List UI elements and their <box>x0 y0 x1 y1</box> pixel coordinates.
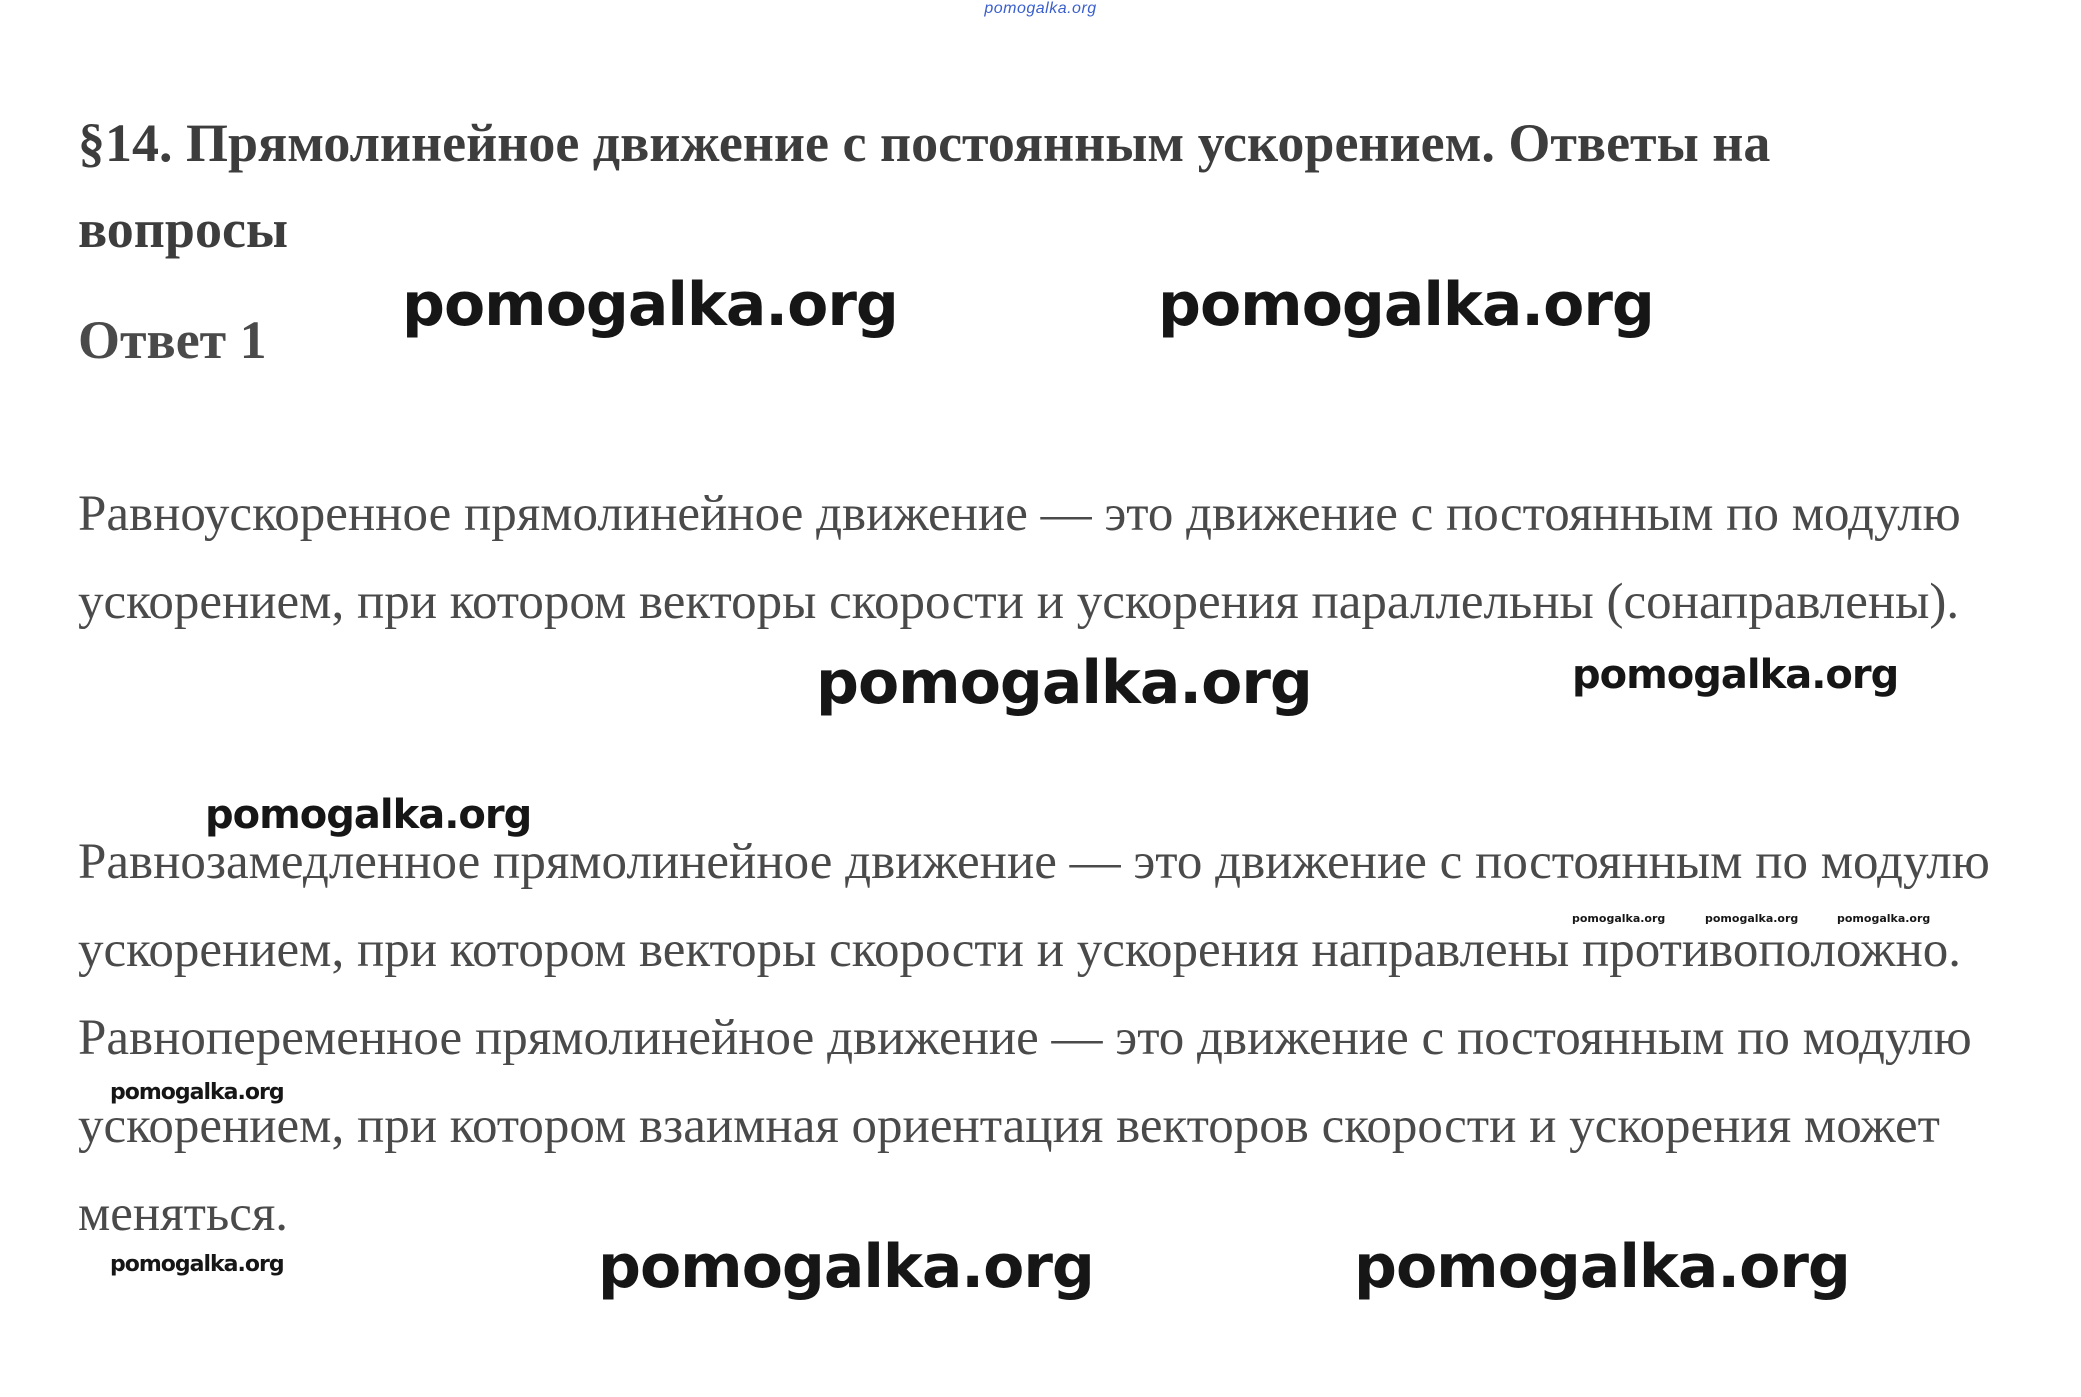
watermark: pomogalka.org <box>1354 1232 1850 1302</box>
watermark: pomogalka.org <box>1572 652 1899 698</box>
watermark: pomogalka.org <box>598 1232 1094 1302</box>
watermark: pomogalka.org <box>1158 270 1654 340</box>
watermark: pomogalka.org <box>1572 912 1666 925</box>
answer-paragraph-1: Равноускоренное прямолинейное движение — это движение с постоянным по модулю ускорением, при котором векторы скорости и ускорения параллельны (сонаправлены). <box>78 486 1961 630</box>
watermark: pomogalka.org <box>1705 912 1799 925</box>
watermark: pomogalka.org <box>110 1252 284 1277</box>
page-title: §14. Прямолинейное движение с постоянным ускорением. Ответы на вопросы <box>78 113 1771 259</box>
watermark: pomogalka.org <box>816 648 1312 718</box>
site-link[interactable]: pomogalka.org <box>984 0 1097 17</box>
answer-heading: Ответ 1 <box>78 310 267 370</box>
watermark: pomogalka.org <box>205 792 532 838</box>
answer-paragraph-2: Равнозамедленное прямолинейное движение — это движение с постоянным по модулю ускорением, при котором векторы скорости и ускорения направлены противоположно. Равнопеременное прямолинейное движение — это движение с постоянным по модулю ускорением, при котором взаимная ориентация векторов скорости и ускорения может меняться. <box>78 834 1990 1242</box>
watermark: pomogalka.org <box>110 1080 284 1105</box>
watermark: pomogalka.org <box>402 270 898 340</box>
watermark: pomogalka.org <box>1837 912 1931 925</box>
